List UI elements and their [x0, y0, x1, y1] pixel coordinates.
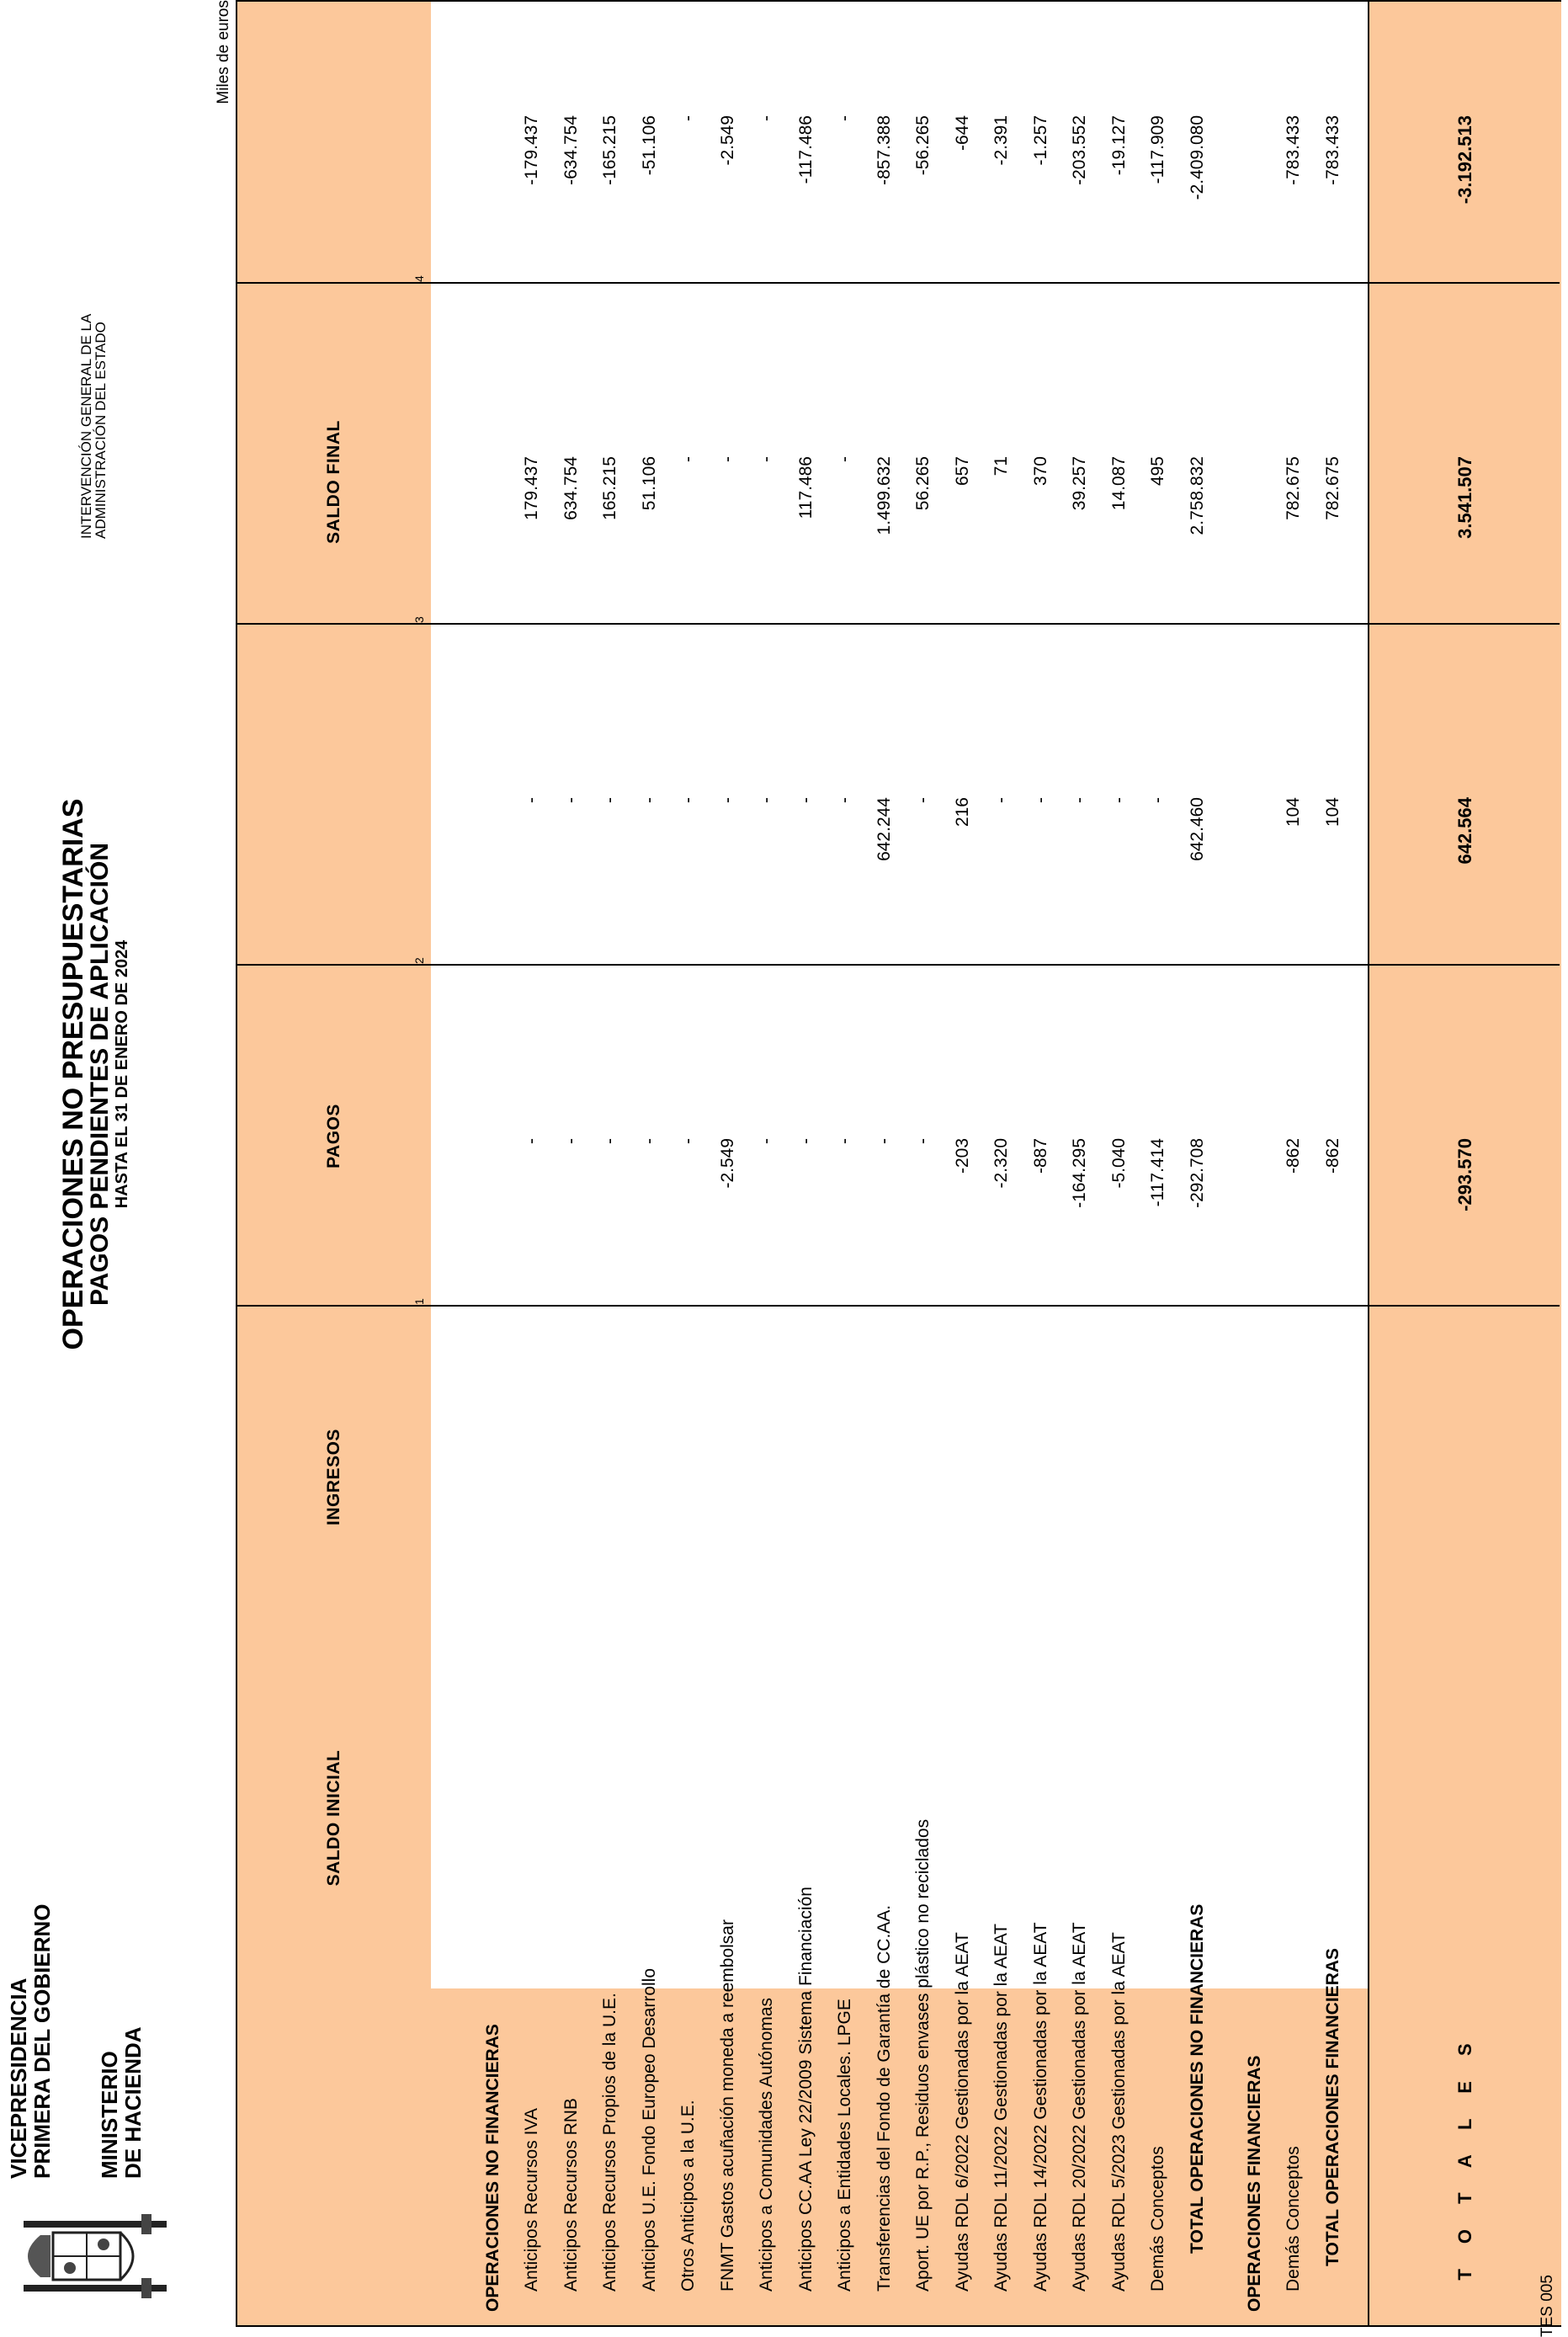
cell-saldo-final: -179.437 — [522, 115, 541, 185]
cell-pagos: 39.257 — [1070, 456, 1089, 511]
column-number-3: 3 — [412, 616, 426, 623]
row-label: Anticipos a Entidades Locales. LPGE — [835, 1999, 854, 2292]
column-divider — [237, 623, 1560, 625]
title-line-2: PAGOS PENDIENTES DE APLICACIÓN — [86, 842, 114, 1307]
table-row — [1186, 2, 1209, 2325]
table-row — [795, 2, 818, 2325]
cell-ingresos: - — [1070, 797, 1089, 803]
cell-ingresos: - — [795, 797, 816, 803]
table-row — [638, 2, 662, 2325]
ministry-line-2: DE HACIENDA — [120, 2026, 146, 2179]
table-row — [1108, 2, 1131, 2325]
cell-saldo-final: -51.106 — [639, 115, 659, 176]
row-label: Anticipos a Comunidades Autónomas — [757, 1997, 776, 2292]
cell-saldo-inicial: -117.414 — [1148, 1138, 1167, 1207]
cell-saldo-final: -165.215 — [600, 115, 619, 185]
cell-saldo-inicial: - — [913, 1138, 933, 1144]
cell-saldo-inicial: - — [561, 1138, 581, 1144]
row-label: Anticipos Recursos IVA — [522, 2108, 541, 2292]
cell-saldo-inicial: -164.295 — [1070, 1138, 1089, 1208]
cell-ingresos: - — [1030, 797, 1050, 803]
cell-ingresos: - — [1108, 797, 1129, 803]
cell-pagos: 117.486 — [795, 456, 816, 519]
cell-ingresos: 216 — [952, 797, 972, 828]
total-pagos: 3.541.507 — [1454, 456, 1475, 539]
row-label: Anticipos U.E. Fondo Europeo Desarrollo — [639, 1967, 659, 2292]
cell-saldo-final: - — [835, 115, 854, 121]
report-title — [59, 653, 131, 1495]
table-row — [1321, 2, 1345, 2325]
cell-pagos: 71 — [991, 456, 1011, 476]
row-label: Anticipos Recursos Propios de la U.E. — [600, 1993, 619, 2292]
row-label: Ayudas RDL 14/2022 Gestionadas por la AEAT — [1030, 1922, 1050, 2292]
cell-saldo-final: -644 — [952, 115, 972, 152]
cell-ingresos: - — [522, 797, 541, 803]
cell-pagos: 782.675 — [1322, 456, 1342, 520]
total-saldo-final: -3.192.513 — [1454, 115, 1475, 205]
ministry-line-1: MINISTERIO — [97, 2051, 122, 2179]
row-label: Anticipos Recursos RNB — [561, 2098, 581, 2292]
units-label: Miles de euros — [215, 0, 232, 104]
cell-saldo-final: -2.549 — [717, 115, 737, 166]
total-saldo-inicial: -293.570 — [1454, 1138, 1475, 1211]
row-label: Ayudas RDL 5/2023 Gestionadas por la AEAT — [1108, 1932, 1129, 2292]
cell-pagos: 56.265 — [913, 456, 933, 511]
ministry-header — [7, 1817, 192, 2322]
column-number-4: 4 — [412, 275, 426, 282]
cell-saldo-inicial: -2.320 — [991, 1138, 1011, 1189]
cell-saldo-inicial: -887 — [1030, 1138, 1050, 1174]
table-row — [912, 2, 935, 2325]
cell-ingresos: - — [717, 797, 737, 803]
cell-saldo-inicial: - — [874, 1138, 894, 1144]
cell-saldo-inicial: - — [678, 1138, 698, 1144]
coat-of-arms-icon — [7, 2197, 175, 2315]
column-header-pagos: PAGOS — [324, 1104, 343, 1168]
column-divider — [237, 964, 1560, 966]
table-row — [677, 2, 700, 2325]
table-row — [990, 2, 1013, 2325]
cell-ingresos: - — [757, 797, 776, 803]
cell-pagos: 495 — [1148, 456, 1167, 487]
cell-ingresos: - — [991, 797, 1011, 803]
cell-pagos: - — [717, 456, 737, 462]
org-line-1: VICEPRESIDENCIA — [6, 1978, 31, 2179]
column-divider — [237, 282, 1560, 284]
table-row — [716, 2, 740, 2325]
cell-saldo-final: -117.486 — [795, 115, 816, 184]
cell-pagos: 1.499.632 — [874, 456, 894, 535]
cell-saldo-inicial: -862 — [1322, 1138, 1342, 1174]
cell-saldo-final: -117.909 — [1148, 115, 1167, 184]
row-label: TOTAL OPERACIONES NO FINANCIERAS — [1187, 1903, 1207, 2254]
title-line-1: OPERACIONES NO PRESUPUESTARIAS — [57, 798, 89, 1350]
table-row — [873, 2, 896, 2325]
cell-saldo-inicial: - — [639, 1138, 659, 1144]
cell-saldo-final: -2.409.080 — [1187, 115, 1207, 200]
cell-pagos: 165.215 — [600, 456, 619, 520]
cell-ingresos: - — [913, 797, 933, 803]
cell-pagos: 14.087 — [1108, 456, 1129, 511]
cell-saldo-inicial: - — [835, 1138, 854, 1144]
cell-pagos: 657 — [952, 456, 972, 487]
cell-pagos: 370 — [1030, 456, 1050, 487]
cell-pagos: - — [757, 456, 776, 462]
ige-line-1: INTERVENCIÓN GENERAL DE LA — [78, 313, 94, 539]
cell-saldo-final: -783.433 — [1284, 115, 1303, 185]
cell-ingresos: - — [835, 797, 854, 803]
column-header-saldo-final: SALDO FINAL — [324, 420, 343, 544]
row-label: FNMT Gastos acuñación moneda a reembolsar — [717, 1919, 737, 2292]
cell-saldo-final: - — [757, 115, 776, 121]
cell-saldo-inicial: -292.708 — [1187, 1138, 1207, 1208]
footer-code: TES 005 — [1539, 2275, 1556, 2337]
row-label: TOTAL OPERACIONES FINANCIERAS — [1322, 1947, 1342, 2266]
column-divider — [237, 1305, 1560, 1307]
cell-pagos: 2.758.832 — [1187, 456, 1207, 535]
ige-header — [79, 314, 108, 539]
data-table — [236, 0, 1561, 2327]
cell-ingresos: - — [600, 797, 619, 803]
row-label: Ayudas RDL 20/2022 Gestionadas por la AEAT — [1070, 1922, 1089, 2292]
cell-ingresos: - — [1148, 797, 1167, 803]
row-label: OPERACIONES FINANCIERAS — [1245, 2055, 1264, 2312]
table-row — [1068, 2, 1092, 2325]
table-row — [598, 2, 622, 2325]
row-label: Transferencias del Fondo de Garantía de CC.AA. — [874, 1904, 894, 2292]
row-label: Otros Anticipos a la U.E. — [678, 2100, 698, 2292]
cell-saldo-final: -634.754 — [561, 115, 581, 185]
row-label: Aport. UE por R.P., Residuos envases plástico no reciclados — [913, 1818, 933, 2292]
table-row — [1146, 2, 1170, 2325]
cell-saldo-inicial: -862 — [1284, 1138, 1303, 1174]
table-row — [1243, 2, 1267, 2325]
cell-saldo-inicial: -203 — [952, 1138, 972, 1174]
total-ingresos: 642.564 — [1454, 797, 1475, 865]
column-number-2: 2 — [412, 957, 426, 964]
row-label: Demás Conceptos — [1284, 2146, 1303, 2292]
cell-ingresos: - — [678, 797, 698, 803]
row-label: Demás Conceptos — [1148, 2146, 1167, 2292]
row-label: Ayudas RDL 11/2022 Gestionadas por la AEAT — [991, 1924, 1011, 2292]
table-row — [560, 2, 583, 2325]
column-header-saldo-inicial: SALDO INICIAL — [324, 1749, 343, 1887]
cell-ingresos: - — [639, 797, 659, 803]
table-row — [833, 2, 857, 2325]
cell-pagos: - — [678, 456, 698, 462]
title-line-3: HASTA EL 31 DE ENERO DE 2024 — [113, 940, 131, 1209]
cell-ingresos: - — [561, 797, 581, 803]
cell-pagos: 179.437 — [522, 456, 541, 520]
cell-ingresos: 642.460 — [1187, 797, 1207, 861]
table-row — [755, 2, 779, 2325]
column-header-ingresos: INGRESOS — [324, 1429, 343, 1525]
cell-saldo-inicial: -5.040 — [1108, 1138, 1129, 1189]
totals-label: T O T A L E S — [1454, 2033, 1475, 2281]
org-line-2: PRIMERA DEL GOBIERNO — [29, 1903, 55, 2179]
cell-pagos: 782.675 — [1284, 456, 1303, 520]
cell-saldo-final: - — [678, 115, 698, 121]
table-row — [951, 2, 975, 2325]
ige-line-2: ADMINISTRACIÓN DEL ESTADO — [93, 322, 109, 539]
cell-ingresos: 642.244 — [874, 797, 894, 861]
cell-saldo-final: -19.127 — [1108, 115, 1129, 176]
cell-saldo-final: -2.391 — [991, 115, 1011, 166]
row-label: Ayudas RDL 6/2022 Gestionadas por la AEAT — [952, 1932, 972, 2292]
column-number-1: 1 — [412, 1298, 426, 1305]
cell-saldo-inicial: - — [600, 1138, 619, 1144]
cell-saldo-final: -1.257 — [1030, 115, 1050, 166]
cell-saldo-final: -783.433 — [1322, 115, 1342, 185]
table-row — [1029, 2, 1053, 2325]
cell-pagos: 51.106 — [639, 456, 659, 511]
row-label: Anticipos CC.AA Ley 22/2009 Sistema Financiación — [795, 1887, 816, 2292]
cell-saldo-inicial: - — [795, 1138, 816, 1144]
table-row — [481, 2, 505, 2325]
cell-saldo-final: -203.552 — [1070, 115, 1089, 185]
row-label: OPERACIONES NO FINANCIERAS — [483, 2024, 502, 2312]
cell-saldo-final: -857.388 — [874, 115, 894, 185]
cell-pagos: 634.754 — [561, 456, 581, 520]
table-row — [520, 2, 544, 2325]
cell-saldo-inicial: -2.549 — [717, 1138, 737, 1189]
cell-saldo-inicial: - — [757, 1138, 776, 1144]
table-row — [1282, 2, 1305, 2325]
cell-ingresos: 104 — [1322, 797, 1342, 828]
cell-pagos: - — [835, 456, 854, 462]
cell-saldo-final: -56.265 — [913, 115, 933, 176]
cell-saldo-inicial: - — [522, 1138, 541, 1144]
cell-ingresos: 104 — [1284, 797, 1303, 828]
